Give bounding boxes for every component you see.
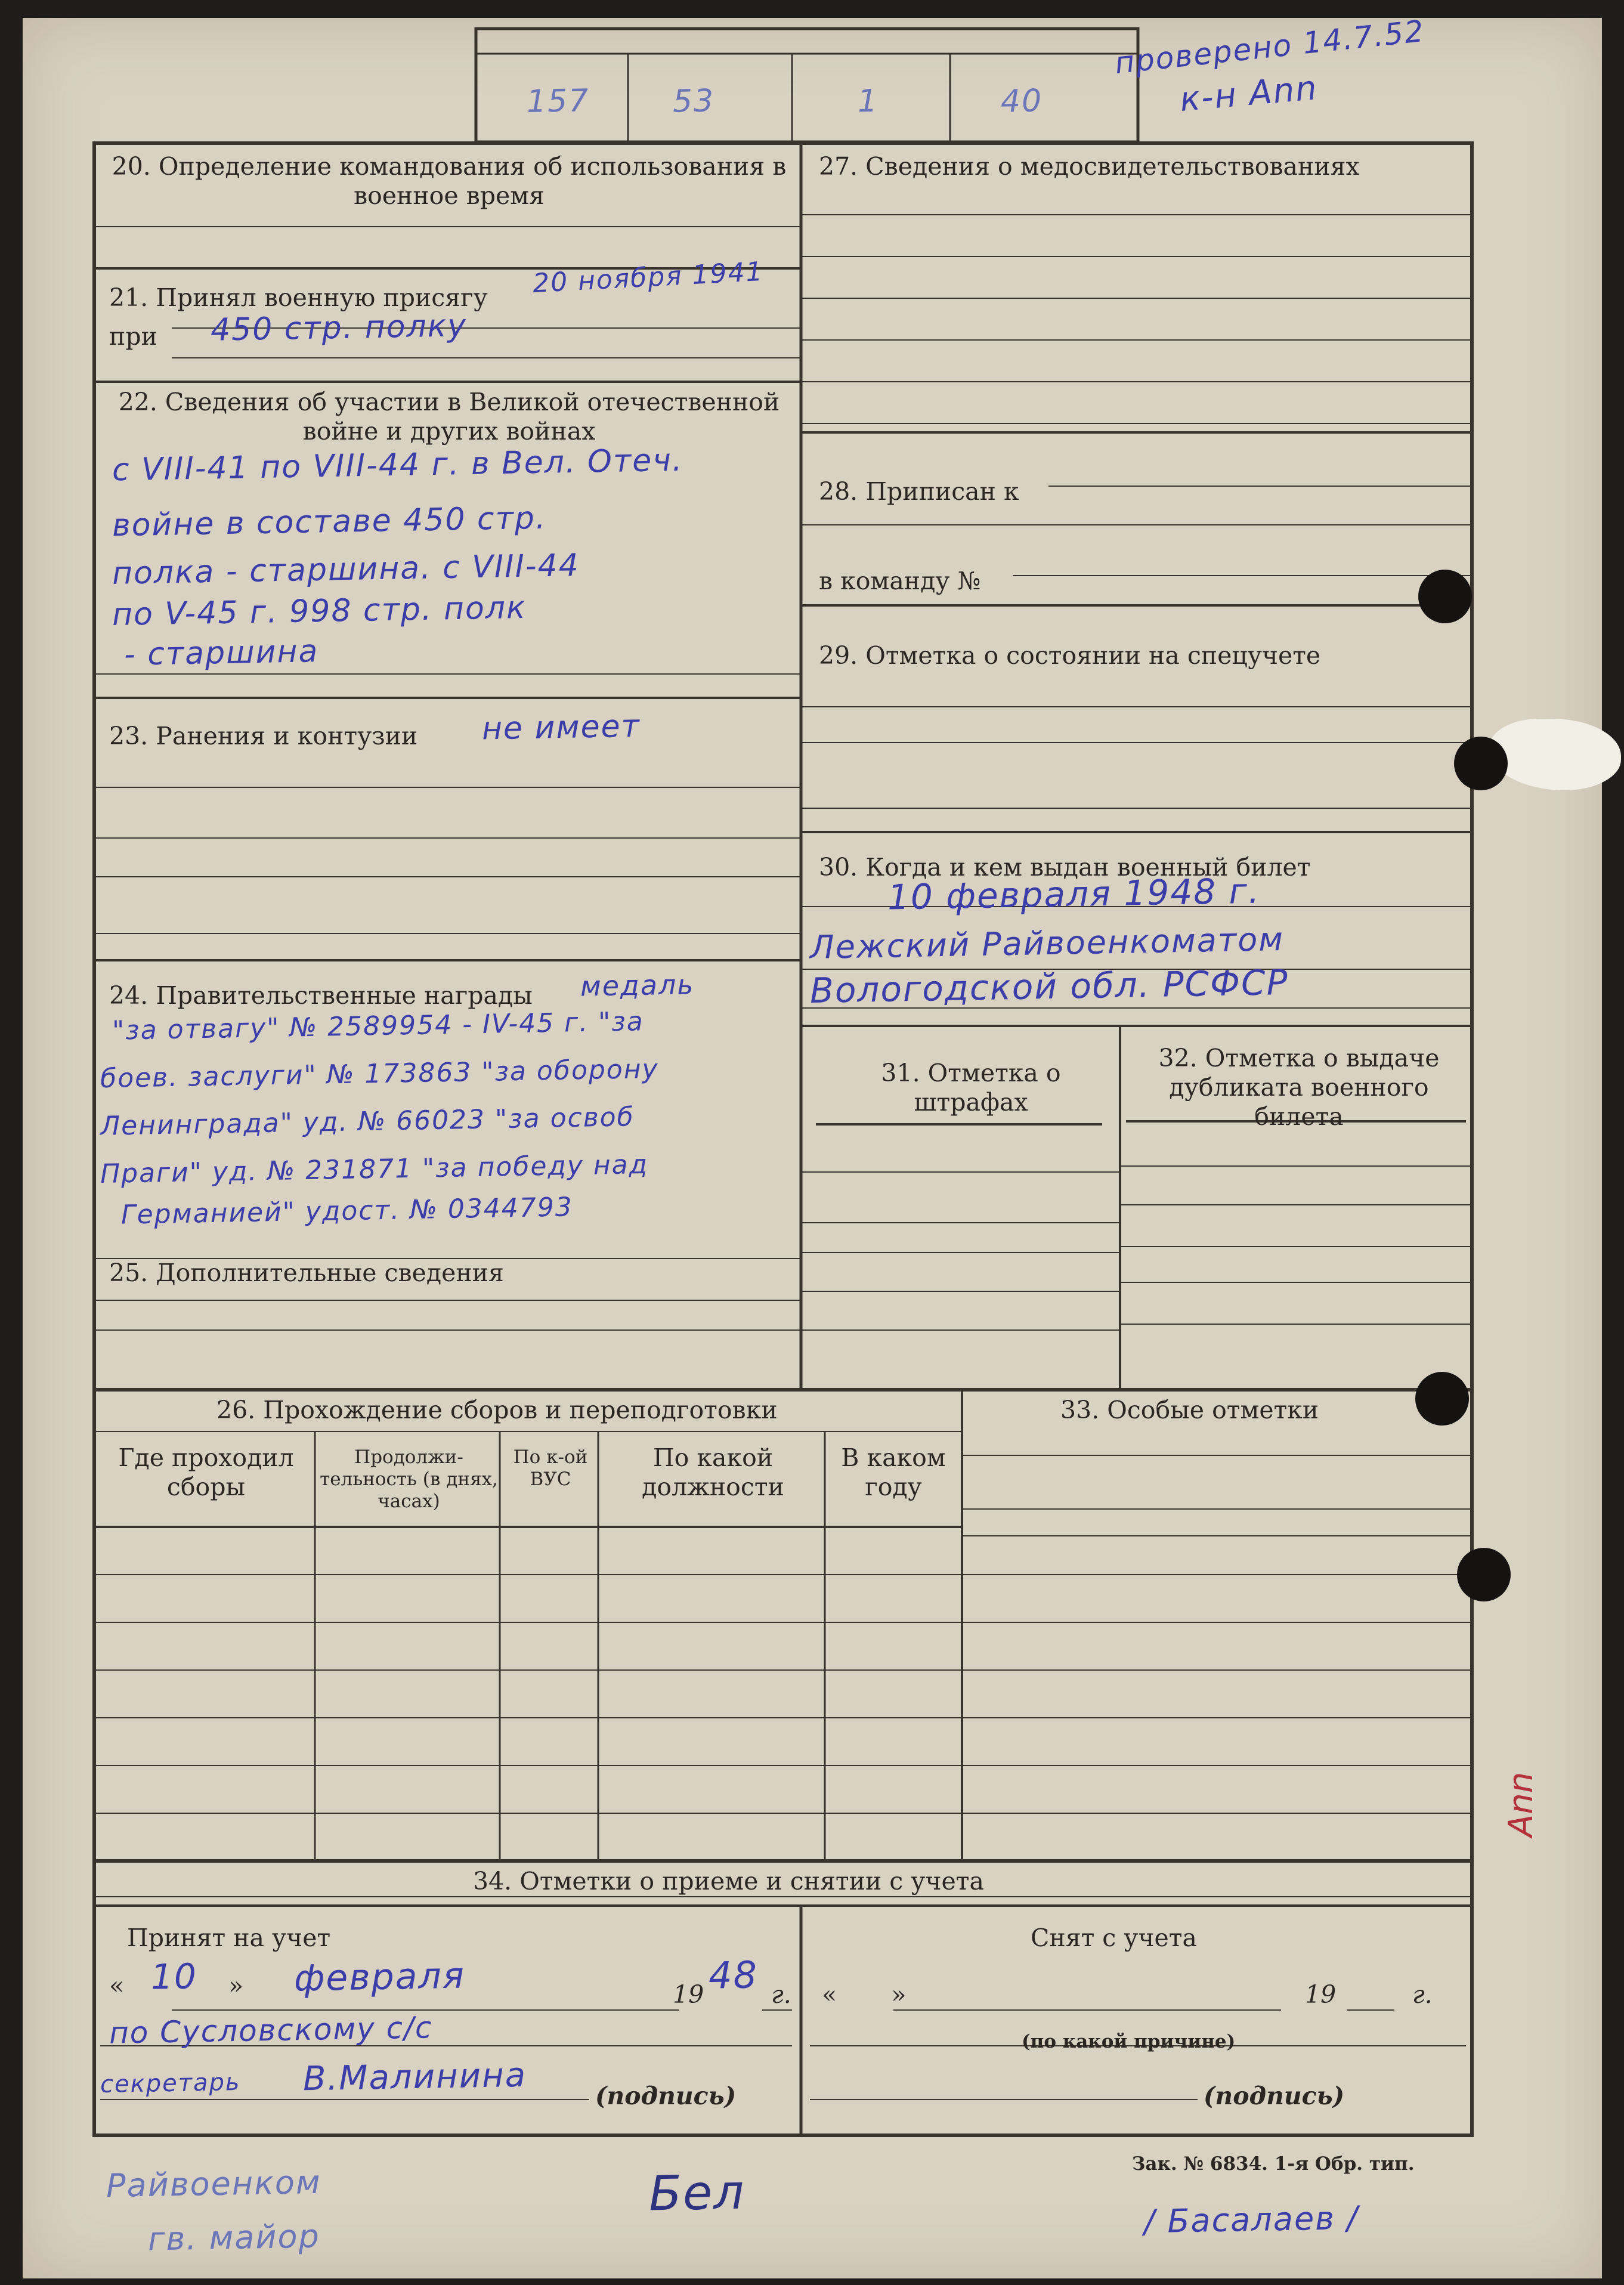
war-participation-line-5: - старшина (123, 633, 319, 673)
section-34-label: 34. Отметки о приеме и снятии с учета (473, 1867, 984, 1896)
binder-hole-1 (1418, 570, 1472, 623)
section-29-label: 29. Отметка о состоянии на спецучете (819, 641, 1321, 670)
awards-line-1: медаль (580, 968, 695, 1003)
binder-hole-3 (1415, 1372, 1469, 1426)
binder-hole-2 (1454, 737, 1508, 790)
removed-year-prefix: 19 (1305, 1980, 1337, 2009)
margin-red-signature: Ann (1502, 1771, 1541, 1837)
accepted-day: 10 (150, 1956, 198, 1998)
accepted-sign-label: (подпись) (595, 2082, 737, 2110)
section-26-label: 26. Прохождение сборов и переподготовки (216, 1396, 778, 1424)
section-20-label: 20. Определение командования об использования в военное время (112, 152, 787, 211)
card-issue-date: 10 февраля 1948 г. (887, 870, 1261, 918)
section-27-label: 27. Сведения о медосвидетельствованиях (819, 152, 1360, 181)
verification-note: проверено 14.7.52 (1113, 13, 1427, 81)
accepted-signature: В.Малинина (302, 2055, 527, 2099)
accepted-year-suffix: г. (771, 1980, 791, 2009)
awards-line-6: Германией" удост. № 0344793 (120, 1192, 574, 1230)
section-21-label: 21. Принял военную присягу (109, 283, 488, 312)
removed-year-suffix: г. (1412, 1980, 1433, 2009)
accepted-year: 48 (708, 1953, 759, 1998)
awards-line-3: боев. заслуги" № 173863 "за оборону (100, 1053, 659, 1094)
col-specialty-header: По к-ой ВУС (513, 1446, 588, 1491)
top-box-value-1: 157 (526, 83, 590, 120)
war-participation-line-4: по V-45 г. 998 стр. полк (112, 589, 527, 633)
col-where-header: Где проходил сборы (118, 1443, 294, 1502)
section-23-label: 23. Ранения и контузии (109, 722, 418, 750)
commissar-signature: Бел (648, 2164, 746, 2222)
commissar-title: Райвоенком (106, 2163, 322, 2205)
col-duration-header: Продолжи-тельность (в днях, часах) (320, 1446, 498, 1513)
awards-line-4: Ленинграда" уд. № 66023 "за освоб (100, 1102, 635, 1142)
section-31-label: 31. Отметка о штрафах (881, 1059, 1061, 1117)
top-box-value-4: 40 (1000, 83, 1043, 120)
card-issuer: Лежский Райвоенкоматом (809, 920, 1285, 966)
commissar-rank: гв. майор (147, 2217, 321, 2258)
verification-signature: к-н Ann (1178, 69, 1320, 119)
awards-line-5: Праги" уд. № 231871 "за победу над (100, 1149, 649, 1190)
accepted-month: февраля (293, 1955, 466, 2000)
top-box-value-2: 53 (672, 83, 715, 120)
section-28-team-label: в команду № (819, 567, 981, 595)
section-30-label: 30. Когда и кем выдан военный билет (819, 853, 1311, 882)
binder-hole-4 (1457, 1548, 1511, 1601)
war-participation-line-3: полка - старшина. с VIII-44 (112, 548, 580, 592)
removed-sign-label: (подпись) (1204, 2082, 1345, 2110)
section-24-label: 24. Правительственные награды (109, 981, 533, 1010)
col-year-header: В каком году (841, 1443, 946, 1502)
awards-line-2: "за отвагу" № 2589954 - IV-45 г. "за (112, 1006, 645, 1046)
section-22-label: 22. Сведения об участии в Великой отечественной войне и других войнах (118, 388, 780, 446)
col-position-header: По какой должности (642, 1443, 784, 1502)
oath-unit: 450 стр. полку (210, 308, 468, 348)
accepted-day-open-quote: « (109, 1971, 125, 2000)
accepted-label: Принят на учет (127, 1924, 331, 1952)
accepted-day-close-quote: » (228, 1971, 244, 2000)
removed-reason-label: (по какой причине) (1022, 2031, 1236, 2052)
war-participation-line-1: с VIII-41 по VIII-44 г. в Вел. Отеч. (112, 442, 683, 488)
wounds-value: не имеет (481, 708, 641, 747)
removed-label: Снят с учета (1031, 1924, 1197, 1952)
print-info: Зак. № 6834. 1-я Обр. тип. (1132, 2153, 1415, 2175)
card-issuer-region: Вологодской обл. РСФСР (809, 962, 1289, 1011)
section-21-at-label: при (109, 322, 157, 351)
accepted-place: по Сусловскому с/с (109, 2010, 433, 2051)
section-25-label: 25. Дополнительные сведения (109, 1259, 504, 1287)
accepted-year-prefix: 19 (673, 1980, 704, 2009)
war-participation-line-2: войне в составе 450 стр. (112, 500, 547, 544)
commissar-name: / Басалаев / (1143, 2199, 1359, 2241)
accepted-signer-role: секретарь (100, 2068, 241, 2099)
section-28-label: 28. Приписан к (819, 477, 1019, 506)
section-33-label: 33. Особые отметки (1060, 1396, 1319, 1424)
top-box-value-3: 1 (857, 83, 879, 120)
oath-date: 20 ноября 1941 (531, 256, 765, 299)
removed-day-quotes: « » (822, 1980, 907, 2009)
section-32-label: 32. Отметка о выдаче дубликата военного билета (1158, 1044, 1440, 1131)
military-card-page (23, 13, 1602, 2278)
